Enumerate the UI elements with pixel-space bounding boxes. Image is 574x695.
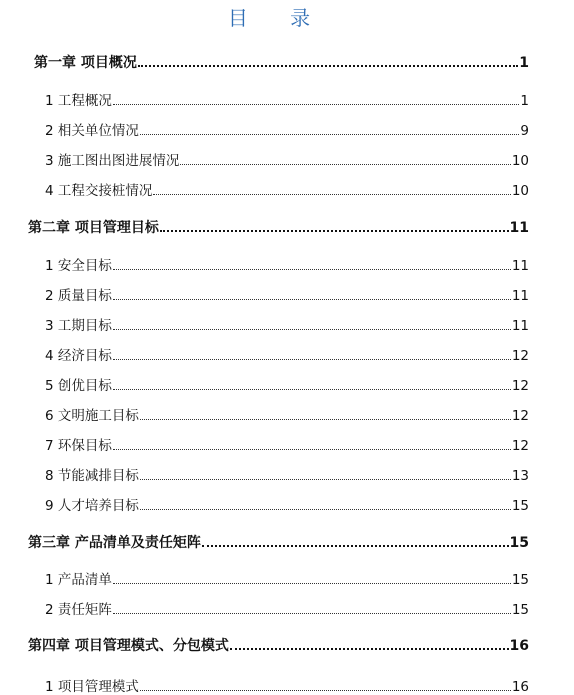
toc-section-entry[interactable] — [45, 284, 529, 304]
toc-page-number: 11 — [511, 258, 529, 274]
toc-page-number: 13 — [511, 468, 529, 484]
toc-entry-label: 2 质量目标 — [45, 288, 112, 304]
toc-entry-label: 6 文明施工目标 — [45, 408, 139, 424]
toc-section-entry[interactable] — [45, 119, 529, 139]
dot-leader — [113, 449, 511, 450]
toc-section-entry[interactable] — [45, 179, 529, 199]
toc-entry-label: 2 责任矩阵 — [45, 602, 112, 618]
toc-section-entry[interactable] — [45, 598, 529, 618]
toc-entry-label: 1 产品清单 — [45, 572, 112, 588]
toc-entry-label: 1 安全目标 — [45, 258, 112, 274]
toc-page-number: 12 — [511, 378, 529, 394]
dot-leader — [113, 359, 511, 360]
toc-entry-label: 3 施工图出图进展情况 — [45, 153, 180, 169]
toc-section-entry[interactable] — [45, 374, 529, 394]
toc-page-number: 12 — [511, 348, 529, 364]
toc-entry-label: 5 创优目标 — [45, 378, 112, 394]
dot-leader — [140, 509, 511, 510]
dot-leader — [113, 613, 511, 614]
toc-page-number: 11 — [509, 220, 529, 236]
toc-page-number: 12 — [511, 438, 529, 454]
toc-section-entry[interactable] — [45, 149, 529, 169]
toc-page-number: 9 — [520, 123, 529, 139]
toc-page-number: 15 — [509, 535, 529, 551]
toc-page-number: 1 — [520, 93, 529, 109]
toc-page-number: 15 — [511, 572, 529, 588]
toc-title: 目 录 — [227, 6, 329, 30]
dot-leader — [113, 389, 511, 390]
toc-entry-label: 3 工期目标 — [45, 318, 112, 334]
toc-entry-label: 第一章 项目概况 — [34, 55, 137, 71]
dot-leader — [180, 164, 510, 165]
dot-leader — [113, 299, 511, 300]
toc-chapter-entry[interactable] — [28, 532, 529, 552]
dot-leader — [140, 419, 511, 420]
dot-leader — [160, 230, 509, 232]
toc-page-number: 1 — [519, 55, 529, 71]
toc-page-number: 11 — [511, 288, 529, 304]
toc-section-entry[interactable] — [45, 404, 529, 424]
toc-entry-label: 2 相关单位情况 — [45, 123, 139, 139]
dot-leader — [140, 690, 511, 691]
toc-page-number: 15 — [511, 602, 529, 618]
dot-leader — [153, 194, 510, 195]
toc-entry-label: 7 环保目标 — [45, 438, 112, 454]
toc-section-entry[interactable] — [45, 344, 529, 364]
dot-leader — [138, 65, 518, 67]
dot-leader — [140, 479, 511, 480]
toc-page-number: 10 — [511, 153, 529, 169]
toc-entry-label: 1 工程概况 — [45, 93, 112, 109]
toc-page-number: 15 — [511, 498, 529, 514]
dot-leader — [113, 329, 511, 330]
toc-section-entry[interactable] — [45, 434, 529, 454]
dot-leader — [202, 545, 509, 547]
dot-leader — [230, 648, 509, 650]
toc-entry-label: 4 经济目标 — [45, 348, 112, 364]
dot-leader — [113, 104, 520, 105]
toc-section-entry[interactable] — [45, 314, 529, 334]
dot-leader — [113, 583, 511, 584]
toc-section-entry[interactable] — [45, 464, 529, 484]
toc-entry-label: 第三章 产品清单及责任矩阵 — [28, 535, 201, 551]
toc-page-number: 16 — [509, 638, 529, 654]
toc-entry-label: 9 人才培养目标 — [45, 498, 139, 514]
toc-page-number: 16 — [511, 679, 529, 695]
toc-section-entry[interactable] — [45, 494, 529, 514]
toc-entry-label: 1 项目管理模式 — [45, 679, 139, 695]
toc-page-number: 11 — [511, 318, 529, 334]
toc-entry-label: 8 节能减排目标 — [45, 468, 139, 484]
toc-section-entry[interactable] — [45, 675, 529, 695]
toc-chapter-entry[interactable] — [34, 52, 529, 72]
toc-section-entry[interactable] — [45, 568, 529, 588]
toc-section-entry[interactable] — [45, 254, 529, 274]
toc-entry-label: 第四章 项目管理模式、分包模式 — [28, 638, 229, 654]
toc-page-number: 12 — [511, 408, 529, 424]
toc-entry-label: 4 工程交接桩情况 — [45, 183, 153, 199]
toc-entry-label: 第二章 项目管理目标 — [28, 220, 159, 236]
toc-page-number: 10 — [511, 183, 529, 199]
toc-chapter-entry[interactable] — [28, 635, 529, 655]
dot-leader — [113, 269, 511, 270]
toc-chapter-entry[interactable] — [28, 217, 529, 237]
toc-section-entry[interactable] — [45, 89, 529, 109]
dot-leader — [140, 134, 520, 135]
